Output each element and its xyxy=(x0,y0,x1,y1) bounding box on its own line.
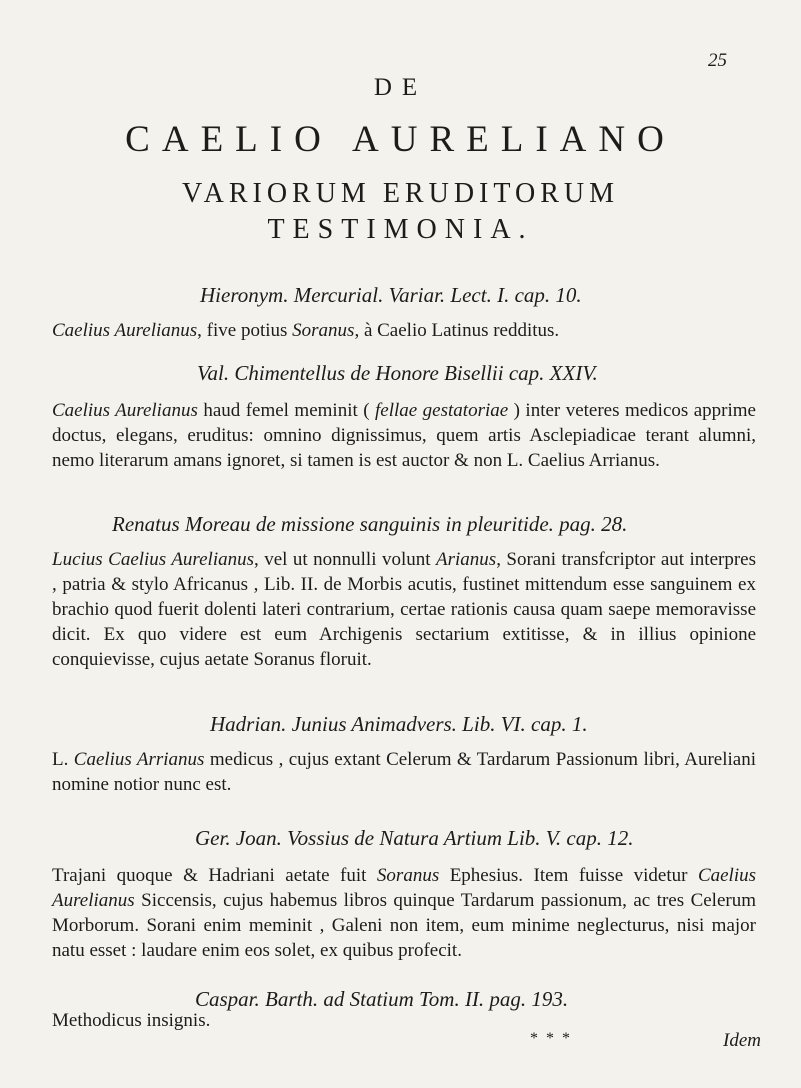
asterism: * * * xyxy=(530,1030,572,1047)
text-run: , à Caelio Latinus redditus. xyxy=(354,320,560,341)
entry-heading-4: Hadrian. Junius Animadvers. Lib. VI. cap. 1. xyxy=(210,712,588,736)
entry-text-6: Methodicus insignis. xyxy=(52,1010,211,1031)
text-run: , vel ut nonnulli volunt xyxy=(254,549,436,570)
entry-text-4 xyxy=(52,747,756,797)
entry-heading-1: Hieronym. Mercurial. Variar. Lect. I. cap. 10. xyxy=(200,283,582,307)
text-run: ) inter veteres medicos apprime doctus, elegans, eruditus: omnino dignissimus, quem artis Asclepiadicae terant alumni, nemo literarum amans ignoret, si tamen is est auctor & non L. Caelius Arrianus. xyxy=(52,400,756,471)
entry-text-1 xyxy=(52,318,756,343)
text-run: L. xyxy=(52,749,74,770)
entry-text-5 xyxy=(52,863,756,963)
text-run: medicus , cujus extant Celerum & Tardarum Passionum libri, Aureliani nomine notior nunc est. xyxy=(52,749,757,795)
italic-name: Caelius Arrianus xyxy=(73,749,205,770)
italic-name: Arianus xyxy=(436,549,497,570)
entry-heading-5: Ger. Joan. Vossius de Natura Artium Lib. V. cap. 12. xyxy=(195,826,634,850)
italic-name: Caelius Aurelianus xyxy=(52,865,756,911)
catchword: Idem xyxy=(723,1030,761,1051)
italic-name: Caelius Aurelianus xyxy=(52,320,198,341)
italic-name: Soranus xyxy=(376,865,440,886)
text-run: Siccensis, cujus habemus libros quinque Tardarum passionum, ac tres Celerum Morborum. Sorani enim meminit , Galeni non item, eum minime neglecturus, nisi major natu esset : laudare enim eos solet, ex quibus profecit. xyxy=(52,890,756,961)
italic-name: Caelius Aurelianus xyxy=(52,400,198,421)
text-run: Ephesius. Item fuisse videtur xyxy=(439,865,698,886)
italic-name: fellae gestatoriae xyxy=(375,400,509,421)
entry-heading-2: Val. Chimentellus de Honore Bisellii cap. XXIV. xyxy=(197,361,598,385)
entry-text-3 xyxy=(52,547,756,672)
subtitle-line-1: VARIORUM ERUDITORUM xyxy=(181,178,619,209)
text-run: Trajani quoque & Hadriani aetate fuit xyxy=(52,865,377,886)
entry-heading-6: Caspar. Barth. ad Statium Tom. II. pag. 193. xyxy=(195,987,569,1011)
text-run: , Sorani transfcriptor aut interpres , patria & stylo Africanus , Lib. II. de Morbis acutis, fustinet mittendum esse sanguinem ex brachio quod fuerit dolenti lateri contrarium, certae rationis causa quam saepe memoravisse dicit. Ex quo videre est eum Archigenis sectarium extitisse, & in illius opinione conquievisse, cujus aetate Soranus floruit. xyxy=(52,549,757,670)
page-number: 25 xyxy=(708,50,727,71)
text-run: , five potius xyxy=(197,320,293,341)
subtitle-line-2: TESTIMONIA. xyxy=(267,214,534,245)
page-title: CAELIO AURELIANO xyxy=(125,119,676,160)
entry-heading-3: Renatus Moreau de missione sanguinis in pleuritide. pag. 28. xyxy=(112,512,628,536)
title-de: DE xyxy=(373,74,428,101)
italic-name: Soranus xyxy=(292,320,355,341)
text-run: haud femel meminit ( xyxy=(197,400,376,421)
entry-text-2 xyxy=(52,398,756,473)
italic-name: Lucius Caelius Aurelianus xyxy=(52,549,255,570)
